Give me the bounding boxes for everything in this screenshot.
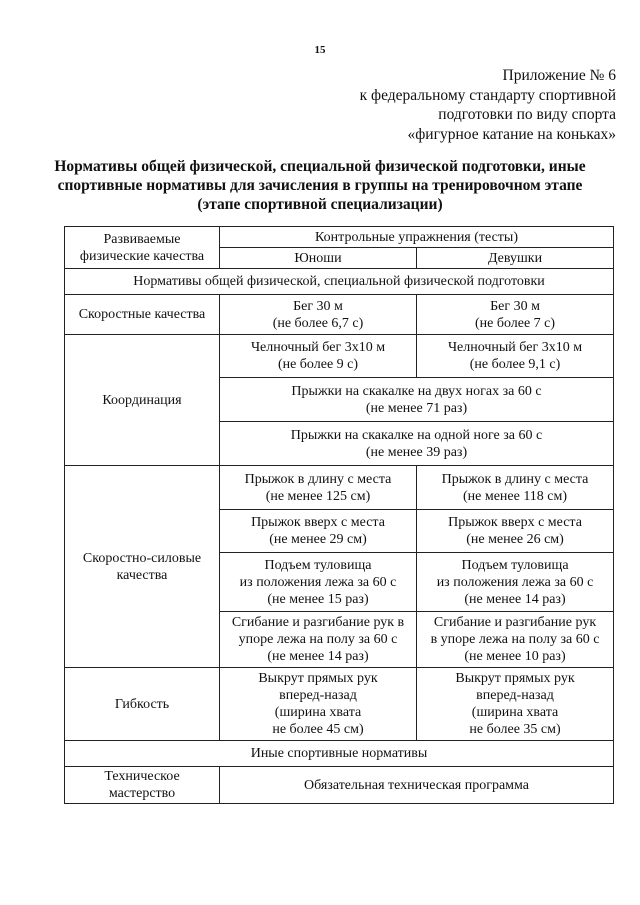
norm-text: (не более 9,1 с) (469, 357, 561, 372)
norm-text: не более 35 см) (469, 722, 561, 737)
annex-line: подготовки по виду спорта (438, 106, 616, 123)
norm-text: Прыжок в длину с места (441, 471, 589, 487)
norm-text: (не менее 15 раз) (267, 591, 369, 607)
table-row (65, 466, 614, 510)
norm-text: (не менее 125 см) (265, 488, 371, 504)
norm-text: (не более 7 с) (474, 315, 556, 331)
norm-text: Прыжок вверх с места (448, 515, 582, 530)
norm-text: Выкрут прямых рук (455, 671, 575, 686)
quality-cell: Координация (65, 335, 220, 466)
norm-text: (не менее 10 раз) (464, 649, 566, 664)
annex-line: Приложение № 6 (502, 67, 616, 84)
header-qualities-text: физические качества (79, 248, 205, 264)
header-tests-cell: Контрольные упражнения (тесты) (220, 227, 614, 248)
girls-norm-cell (417, 335, 614, 378)
boys-norm-cell (220, 553, 417, 612)
norm-text: Бег 30 м (490, 298, 540, 314)
norm-text: Сгибание и разгибание рук в (231, 615, 405, 630)
boys-norm-cell (220, 466, 417, 510)
norm-text: (не менее 14 раз) (464, 591, 566, 607)
annex-line: «фигурное катание на коньках» (407, 125, 616, 143)
document-title (30, 157, 610, 214)
header-qualities-cell (65, 227, 220, 269)
quality-cell: Скоростные качества (65, 295, 220, 335)
title-line: Нормативы общей физической, специальной физической подготовки, иные (54, 158, 586, 175)
norm-text: Прыжок в длину с места (244, 471, 392, 487)
norm-text: (не менее 39 раз) (365, 444, 468, 460)
norm-text: (не менее 26 см) (466, 532, 564, 547)
norm-text: Подъем туловища (264, 557, 372, 573)
table-header-row (65, 227, 614, 248)
annex-reference (360, 66, 616, 144)
norm-text: Сгибание и разгибание рук (433, 615, 597, 630)
quality-cell (65, 466, 220, 668)
norm-text: вперед-назад (279, 688, 357, 703)
norm-text: (не менее 29 см) (269, 532, 367, 547)
norm-text: не более 45 см) (272, 722, 364, 737)
quality-text: мастерство (108, 786, 176, 801)
header-girls-cell: Девушки (417, 248, 614, 269)
table-row (65, 767, 614, 804)
section-title-cell: Нормативы общей физической, специальной физической подготовки (65, 269, 614, 295)
girls-norm-cell (417, 466, 614, 510)
norm-text: из положения лежа за 60 с (239, 574, 397, 590)
quality-cell: Гибкость (65, 668, 220, 741)
boys-norm-cell (220, 335, 417, 378)
quality-text: Техническое (104, 769, 180, 784)
boys-norm-cell (220, 612, 417, 668)
norm-text: (не менее 71 раз) (365, 400, 468, 416)
girls-norm-cell (417, 553, 614, 612)
norm-text: (не менее 14 раз) (267, 649, 369, 664)
norm-text: Прыжки на скакалке на двух ногах за 60 с (291, 383, 542, 399)
girls-norm-cell (417, 295, 614, 335)
norm-text: в упоре лежа на полу за 60 с (430, 632, 600, 647)
norm-text: (не менее 118 см) (462, 488, 568, 504)
boys-norm-cell (220, 510, 417, 553)
norms-table (64, 226, 614, 804)
norm-text: Прыжок вверх с места (251, 515, 385, 530)
norm-text: (ширина хвата (274, 705, 362, 720)
section-row (65, 269, 614, 295)
norm-text: Выкрут прямых рук (258, 671, 378, 686)
shared-norm-cell: Обязательная техническая программа (220, 767, 614, 804)
annex-line: к федеральному стандарту спортивной (359, 86, 616, 104)
section-row (65, 741, 614, 767)
norm-text: Челночный бег 3x10 м (250, 340, 386, 355)
norm-text: (не более 9 с) (277, 357, 359, 372)
norm-text: упоре лежа на полу за 60 с (238, 632, 398, 647)
norm-text: (ширина хвата (471, 705, 559, 720)
girls-norm-cell (417, 510, 614, 553)
quality-text: качества (116, 567, 168, 583)
girls-norm-cell (417, 668, 614, 741)
header-boys-cell: Юноши (220, 248, 417, 269)
girls-norm-cell (417, 612, 614, 668)
section-title-cell: Иные спортивные нормативы (65, 741, 614, 767)
quality-cell (65, 767, 220, 804)
table-row (65, 668, 614, 741)
quality-text: Скоростно-силовые (82, 550, 202, 566)
table-row (65, 295, 614, 335)
norm-text: (не более 6,7 с) (272, 315, 364, 331)
norm-text: вперед-назад (476, 688, 554, 703)
norm-text: Прыжки на скакалке на одной ноге за 60 с (290, 427, 543, 443)
boys-norm-cell (220, 668, 417, 741)
norm-text: Подъем туловища (461, 557, 569, 573)
title-line: спортивные нормативы для зачисления в группы на тренировочном этапе (57, 177, 583, 194)
boys-norm-cell (220, 295, 417, 335)
norm-text: Челночный бег 3x10 м (447, 340, 583, 355)
page-number: 15 (314, 44, 326, 56)
norm-text: Бег 30 м (293, 298, 343, 314)
shared-norm-cell (220, 378, 614, 422)
table-row (65, 335, 614, 378)
norm-text: из положения лежа за 60 с (436, 574, 594, 590)
title-line: (этапе спортивной специализации) (197, 196, 443, 213)
header-qualities-text: Развиваемые (103, 231, 181, 247)
shared-norm-cell (220, 422, 614, 466)
